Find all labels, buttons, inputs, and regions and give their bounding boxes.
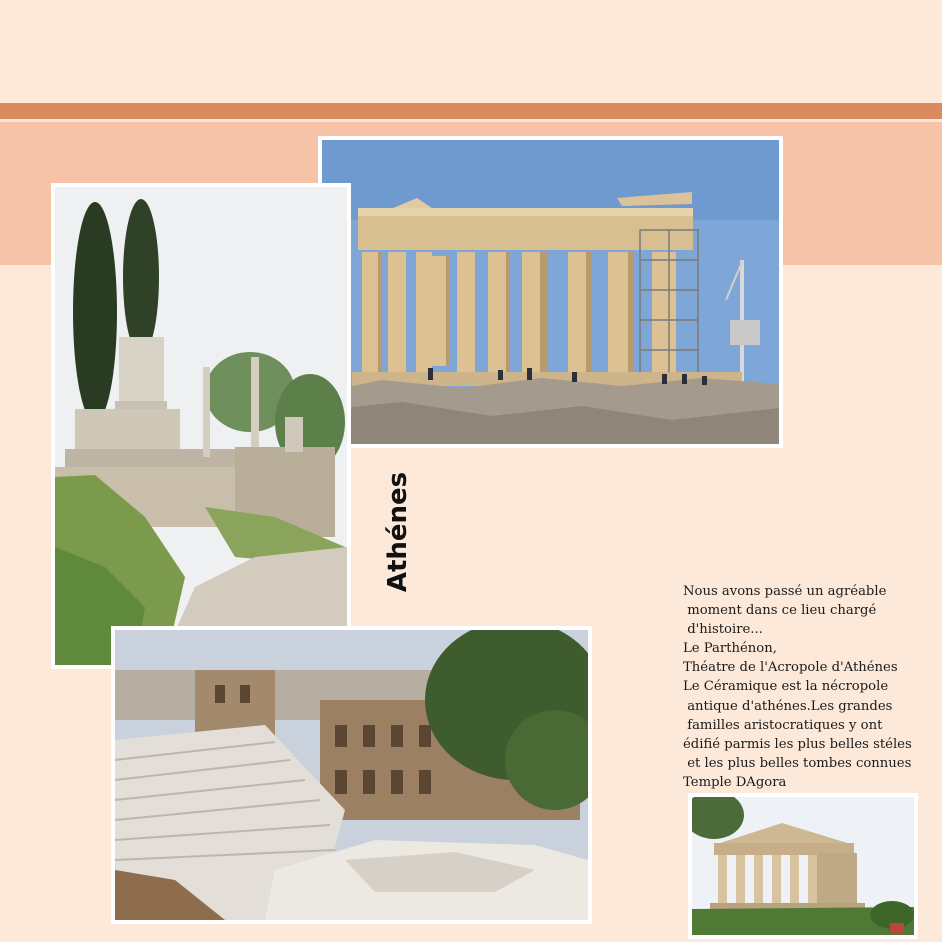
- caption-text: [683, 582, 942, 792]
- caption-line: d'histoire...: [683, 622, 763, 638]
- caption-line: édifié parmis les plus belles stéles: [683, 736, 912, 752]
- page-title: Athénes: [383, 471, 413, 593]
- caption-line: Le Parthénon,: [683, 641, 777, 657]
- top-band: [0, 0, 942, 103]
- caption-line: antique d'athénes.Les grandes: [683, 698, 893, 714]
- theatre-photo: [111, 626, 592, 924]
- ceramique-photo: [51, 183, 351, 669]
- caption-line: familles aristocratiques y ont: [683, 717, 883, 733]
- accent-stripe: [0, 103, 942, 119]
- caption-line: Le Céramique est la nécropole: [683, 679, 889, 695]
- caption-line: Temple DAgora: [683, 774, 787, 790]
- temple-agora-photo: [688, 793, 918, 939]
- parthenon-photo: [318, 136, 783, 448]
- caption-line: moment dans ce lieu chargé: [683, 603, 877, 619]
- caption-line: Théatre de l'Acropole d'Athénes: [683, 660, 898, 676]
- caption-line: et les plus belles tombes connues: [683, 755, 912, 771]
- caption-line: Nous avons passé un agréable: [683, 584, 887, 599]
